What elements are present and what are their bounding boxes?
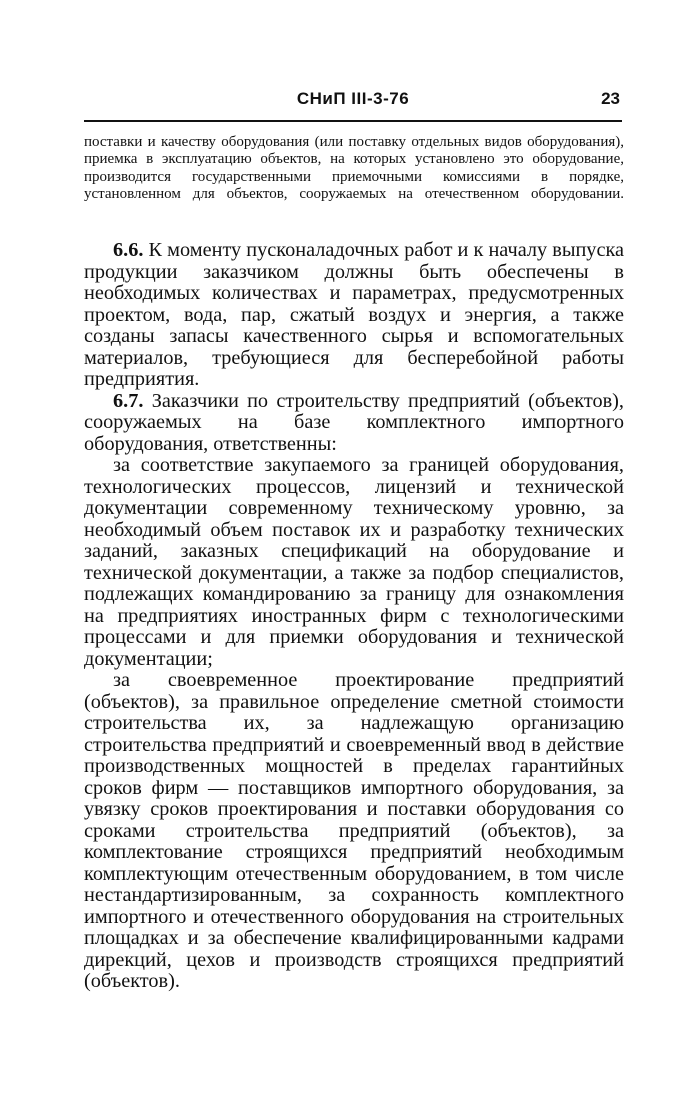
intro-paragraph <box>84 134 624 203</box>
page-number: 23 <box>601 89 620 108</box>
section-text: Заказчики по строительству предприятий (объектов), сооружаемых на базе комплектного импортного оборудования, ответственны: <box>84 389 625 455</box>
intro-paragraph-text: поставки и качеству оборудования (или поставку отдельных видов оборудования), приемка в эксплуатацию объектов, на которых установлено это оборудование, производится государственными приемочными комиссиями в порядке, установленном для объектов, сооружаемых на отечественном оборудовании. <box>84 134 624 202</box>
section-number: 6.7. <box>113 389 144 412</box>
section-6-7 <box>84 391 624 456</box>
body-text <box>84 240 624 993</box>
document-code-title: СНиП III-3-76 <box>296 89 410 108</box>
list-paragraph: за соответствие закупаемого за границей оборудования, технологических процессов, лицензий и технической документации современному техническому уровню, за необходимый объем поставок их и разработку технических заданий, заказных спецификаций на оборудование и технической документации, а также за подбор специалистов, подлежащих командированию за границу для ознакомления на предприятиях иностранных фирм с технологическими процессами и для приемки оборудования и технической документации; <box>84 454 624 670</box>
list-paragraph: за своевременное проектирование предприятий (объектов), за правильное определение сметной стоимости строительства их, за надлежащую организацию строительства предприятий и своевременный ввод в действие производственных мощностей в пределах гарантийных сроков фирм — поставщиков импортного оборудования, за увязку сроков проектирования и поставки оборудования со сроками строительства предприятий (объектов), за комплектование строящихся предприятий необходимым комплектующим отечественным оборудованием, в том числе нестандартизированным, за сохранность комплектного импортного и отечественного оборудования на строительных площадках и за обеспечение квалифицированными кадрами дирекций, цехов и производств строящихся предприятий (объектов). <box>84 669 624 992</box>
section-6-6 <box>84 240 624 391</box>
section-text: К моменту пусконаладочных работ и к началу выпуска продукции заказчиком должны быть обеспечены в необходимых количествах и параметрах, предусмотренных проектом, вода, пар, сжатый воздух и энергия, а также созданы запасы качественного сырья и вспомогательных материалов, требующиеся для бесперебойной работы предприятия. <box>84 239 624 390</box>
page-header <box>84 89 622 113</box>
section-number: 6.6. <box>113 239 144 261</box>
header-rule <box>84 120 622 122</box>
